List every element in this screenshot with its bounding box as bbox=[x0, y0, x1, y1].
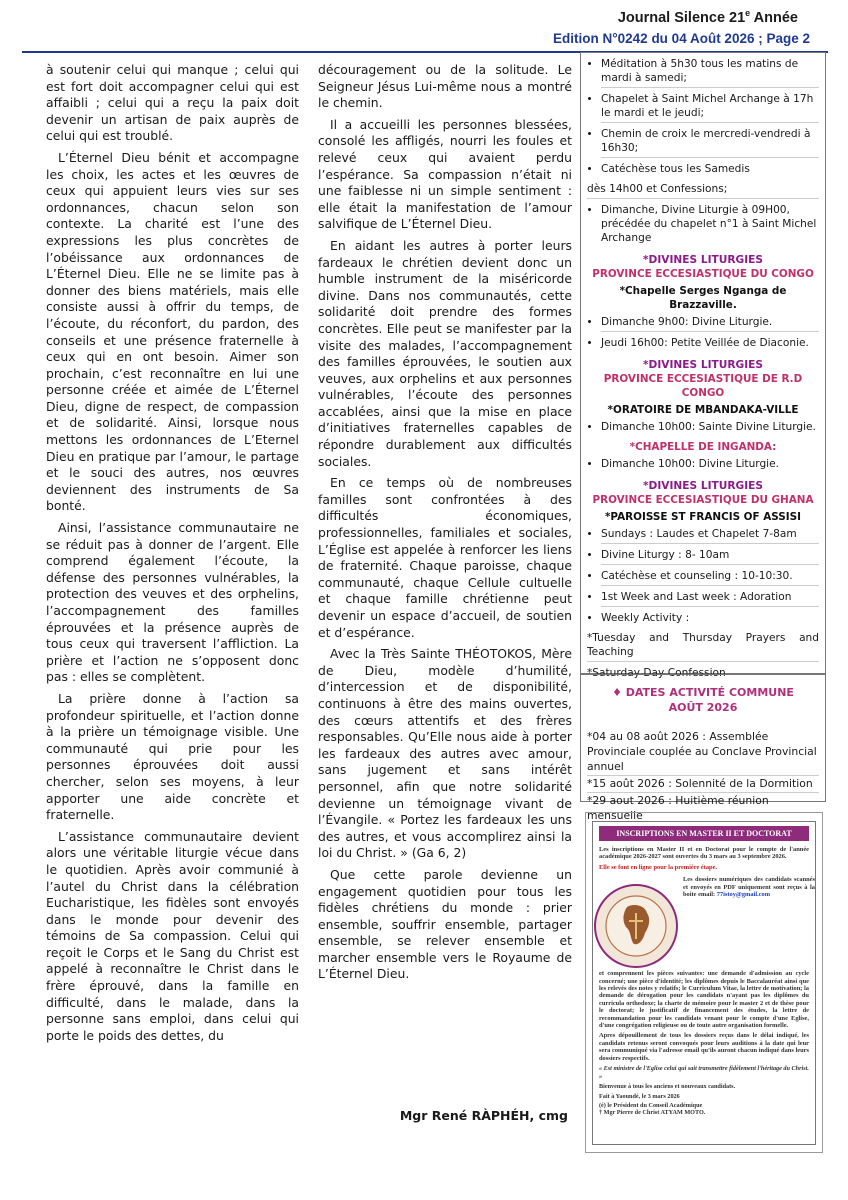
paragraph: Il a accueilli les personnes blessées, consolé les affligés, nourri les foules et relevé ceux qui avaient perdu l’espérance. Sa compassion n’était ni une faiblesse ni un simple sentiment : elle était la manifestation de l’amour salvifique de L’Éternel Dieu. bbox=[318, 116, 572, 232]
flyer-intro: Les inscriptions en Master II et en Doctorat pour le compte de l'année académique 2026-2027 sont ouvertes du 3 mars au 3 septembre 2026. bbox=[599, 846, 809, 861]
list-item: • Catéchèse et counseling : 10-10:30. bbox=[601, 569, 819, 586]
paragraph: L’assistance communautaire devient alors une véritable liturgie vécue dans le quotidien. Après avoir communié à l’autel du Christ dans la célébration Eucharistique, les fidèles sont envoyés dans le monde pour devenir des témoins de Sa compassion. Celui qui reçoit le Corps et le Sang du Christ est appelé à reconnaître le Christ dans le frère éprouvé, dans la famille en difficulté, dans le malade, dans la personne sans emploi, dans celui qui porte le poids des dettes, du bbox=[46, 828, 299, 1043]
flyer-body-2: et comprennent les pièces suivantes: une demande d'admission au cycle concerné; une pièce d'identité; les diplômes depuis le Baccalauréat ainsi que les relevés des notes y relatifs; le Curriculum Vitae, la lettre de motivation; la demande de dérogation pour les candidats n'ayant pas les diplômes du curricula orthodoxe; la charte de mémoire pour le master 2 et de thèse pour le doctorat; le justificatif de financement des études, la lettre de recommandation pour les candidats venant pour le compte d'une Eglise, d'une congrégation religieuse ou de toute autre organisation formelle. bbox=[599, 970, 809, 1030]
dates-list bbox=[581, 715, 825, 823]
article-column-1 bbox=[46, 62, 299, 1049]
flyer-place-date: Fait à Yaoundé, le 3 mars 2026 bbox=[599, 1093, 680, 1101]
dates-title: ♦ DATES ACTIVITÉ COMMUNE bbox=[612, 686, 794, 699]
ghana-note-1: *Tuesday and Thursday Prayers and Teaching bbox=[587, 631, 819, 662]
journal-title: Journal Silence 21e Année bbox=[617, 8, 798, 26]
date-item: *15 août 2026 : Solennité de la Dormition bbox=[587, 776, 819, 793]
flyer-body-3: Apres dépouillement de tous les dossiers reçus dans le délai indiqué, les candidats retenus seront convoqués pour leurs auditions à la date qui leur sera communiqué via l'adresse email qu'ils auront chacun indiqué dans leurs dossiers respectifs. bbox=[599, 1032, 809, 1062]
list-item: • Dimanche 9h00: Divine Liturgie. bbox=[601, 315, 819, 332]
list-item: • Méditation à 5h30 tous les matins de mardi à samedi; bbox=[601, 57, 819, 88]
list-item: • Catéchèse tous les Samedis bbox=[601, 162, 819, 178]
edition-info: Edition N°0242 du 04 Août 2026 ; Page 2 bbox=[553, 31, 810, 46]
flyer-frame bbox=[592, 821, 816, 1145]
ghana-note-2: *Saturday Day Confession bbox=[587, 667, 726, 679]
section-title-congo: *DIVINES LITURGIES bbox=[642, 254, 764, 266]
list-item: • Jeudi 16h00: Petite Veillée de Diaconie. bbox=[601, 336, 819, 352]
list-item: • Dimanche 10h00: Divine Liturgie. bbox=[601, 457, 819, 473]
flyer-body bbox=[683, 871, 815, 969]
place-rdc-1: *ORATOIRE DE MBANDAKA-VILLE bbox=[607, 404, 799, 416]
place-congo: *Chapelle Serges Nganga de Brazzaville. bbox=[619, 285, 787, 311]
flyer-red-line: Elle se font en ligne pour la première étape. bbox=[599, 863, 718, 871]
schedule-box bbox=[580, 52, 826, 679]
paragraph: Que cette parole devienne un engagement quotidien pour tous les fidèles chrétiens du monde : prier ensemble, souffrir ensemble, partager ensemble, se relever ensemble et marcher ensemble vers le Royaume de L’Éternel Dieu. bbox=[318, 866, 572, 982]
section-title-rdc: *DIVINES LITURGIES bbox=[642, 359, 764, 371]
paragraph: découragement ou de la solitude. Le Seigneur Jésus Lui-même nous a montré le chemin. bbox=[318, 62, 572, 111]
paragraph: Avec la Très Sainte THÉOTOKOS, Mère de Dieu, modèle d’humilité, d’intercession et de disponibilité, continuons à être des mains ouvertes, des cœurs attentifs et des frères responsables. Qu’Elle nous aide à porter les fardeaux des autres avec amour, sans jugement et sans intérêt personnel, afin que notre solidarité devienne un témoignage vivant de l’Évangile. « Portez les fardeaux les uns des autres, et vous accomplirez ainsi la loi du Christ. » (Ga 6, 2) bbox=[318, 646, 572, 861]
paragraph: L’Éternel Dieu bénit et accompagne les choix, les actes et les œuvres de ceux qui appuient leurs vies sur ses ordonnances, chacun selon son contexte. La charité est l’une des expressions les plus concrètes de l’obéissance aux ordonnances de L’Éternel Dieu. Elle ne se limite pas à donner des biens matériels, mais elle consiste aussi à offrir du temps, de l’écoute, du réconfort, du pardon, des conseils et une présence fraternelle à ceux qui en ont besoin. Aimer son prochain, c’est reconnaître en lui une personne créée et aimée de L’Éternel Dieu, digne de respect, de compassion et de solidarité. Ainsi, lorsque nous mettons les ordonnances de L’Eternel Dieu en pratique par l’amour, le partage et le souci des autres, nos œuvres deviennent des instruments de Sa bonté. bbox=[46, 149, 299, 514]
paragraph: à soutenir celui qui manque ; celui qui est fort doit accompagner celui qui est affaibli ; celui qui a reçu la paix doit devenir un artisan de paix auprès de celui qui est troublé. bbox=[46, 62, 299, 144]
list-item: • Divine Liturgy : 8- 10am bbox=[601, 548, 819, 565]
article-column-2 bbox=[318, 62, 572, 988]
inscriptions-flyer bbox=[585, 812, 823, 1153]
place-ghana: *PAROISSE ST FRANCIS OF ASSISI bbox=[605, 511, 801, 523]
flyer-welcome: Bienvenue à tous les anciens et nouveaux candidats. bbox=[599, 1082, 736, 1090]
section-title-ghana: *DIVINES LITURGIES bbox=[642, 480, 764, 492]
date-item: *29 aout 2026 : Huitième réunion mensuelle bbox=[587, 794, 769, 822]
province-rdc: PROVINCE ECCESIASTIQUE DE R.D CONGO bbox=[603, 373, 803, 399]
flyer-body-1: Les dossiers numériques des candidats scannés et envoyés en PDF uniquement sont reçus à la boite email: 77istoy@gmail.com bbox=[683, 876, 815, 899]
place-rdc-2: *CHAPELLE DE INGANDA: bbox=[629, 441, 777, 453]
list-item: • Chapelet à Saint Michel Archange à 17h le mardi et le jeudi; bbox=[601, 92, 819, 123]
flyer-signatory-2: † Mgr Pierre de Christ ATYAM MOTO. bbox=[599, 1109, 706, 1117]
paragraph: En ce temps où de nombreuses familles sont confrontées à des difficultés économiques, professionnelles, familiales et sociales, L’Église est appelée à renforcer les liens de fraternité. Chaque paroisse, chaque communauté, chaque Cellule cultuelle et chaque famille chrétienne peut devenir un espace d’accueil, de soutien et d’espérance. bbox=[318, 475, 572, 640]
paragraph: La prière donne à l’action sa profondeur spirituelle, et l’action donne à la prière un témoignage visible. Une communauté qui prie pour les personnes éprouvées doit aussi chercher, selon ses moyens, à leur apporter une aide concrète et fraternelle. bbox=[46, 690, 299, 823]
date-item: *04 au 08 août 2026 : Assemblée Provinciale couplée au Conclave Provincial annuel bbox=[587, 729, 819, 776]
list-item: • Weekly Activity : bbox=[601, 611, 819, 627]
list-item: • Sundays : Laudes et Chapelet 7-8am bbox=[601, 527, 819, 544]
dates-box bbox=[580, 674, 826, 822]
list-item: • Dimanche 10h00: Sainte Divine Liturgie. bbox=[601, 420, 819, 436]
flyer-motto: « Est ministre de l'Eglise celui qui sait transmettre fidèlement l'héritage du Christ. » bbox=[599, 1065, 809, 1080]
province-congo: PROVINCE ECCESIASTIQUE DU CONGO bbox=[592, 268, 814, 280]
paragraph: En aidant les autres à porter leurs fardeaux le chrétien devient donc un humble instrument de la miséricorde divine. Dans nos communautés, cette solidarité doit prendre des formes concrètes. Elle peut se manifester par la visite des malades, l’accompagnement des familles éprouvées, le soutien aux veuves, aux orphelins et aux personnes vulnérables, l’écoute des personnes accablées, ainsi que la mise en place d’initiatives fraternelles capables de répondre durablement aux difficultés sociales. bbox=[318, 237, 572, 469]
list-item: • 1st Week and Last week : Adoration bbox=[601, 590, 819, 607]
dates-subtitle: AOÛT 2026 bbox=[668, 701, 738, 714]
province-ghana: PROVINCE ECCESIASTIQUE DU GHANA bbox=[592, 494, 814, 506]
paragraph: Ainsi, l’assistance communautaire ne se réduit pas à donner de l’argent. Elle comprend également l’écoute, la défense des personnes vulnérables, la protection des veuves et des orphelins, l’accompagnement des familles éprouvées et la présence auprès de tous ceux qui traversent l’affliction. La prière et l’action ne s’opposent donc pas : elles se complètent. bbox=[46, 520, 299, 685]
weekly-schedule bbox=[581, 57, 825, 680]
list-item: • Chemin de croix le mercredi-vendredi à 16h30; bbox=[601, 127, 819, 158]
institute-seal-icon bbox=[593, 883, 679, 969]
article-signature: Mgr René RÀPHÉH, cmg bbox=[399, 1108, 568, 1123]
schedule-note: dès 14h00 et Confessions; bbox=[587, 182, 819, 199]
flyer-signatory-1: (é) le Président du Conseil Académique bbox=[599, 1101, 703, 1109]
flyer-title: INSCRIPTIONS EN MASTER II ET DOCTORAT bbox=[599, 826, 809, 841]
list-item: • Dimanche, Divine Liturgie à 09H00, précédée du chapelet n°1 à Saint Michel Archange bbox=[601, 203, 819, 247]
